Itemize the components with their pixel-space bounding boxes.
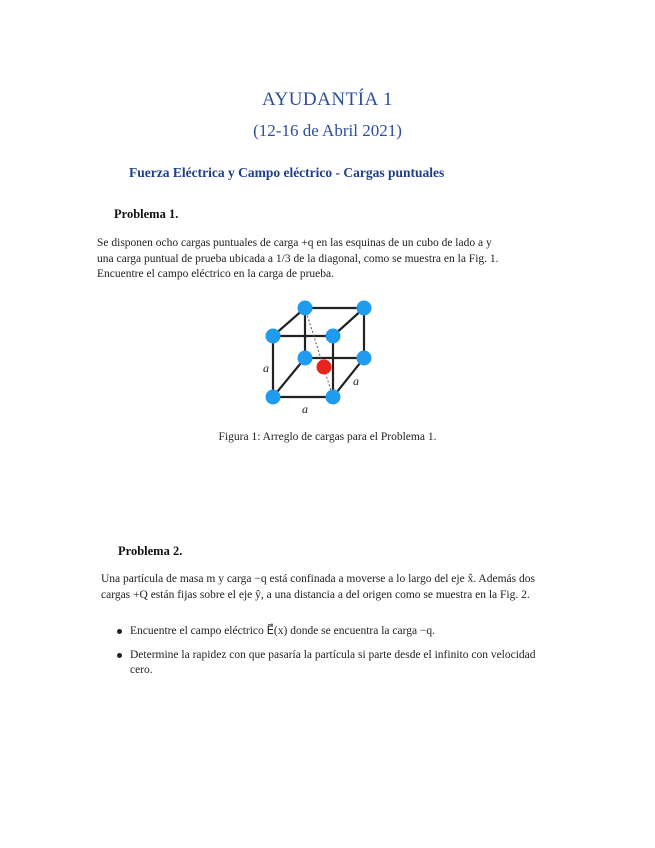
- corner-charge: [326, 390, 341, 405]
- problem-1-heading: Problema 1.: [114, 207, 179, 221]
- figure-1-caption: Figura 1: Arreglo de cargas para el Problema 1.: [218, 431, 437, 443]
- corner-charge: [266, 329, 281, 344]
- bullet-icon: [117, 653, 122, 658]
- corner-charge: [298, 301, 313, 316]
- page-title: AYUDANTÍA 1: [262, 89, 393, 110]
- section-title: Fuerza Eléctrica y Campo eléctrico - Cargas puntuales: [129, 165, 445, 180]
- bullet-text: Determine la rapidez con que pasaría la partícula si parte desde el infinito con velocidad cero.: [130, 649, 536, 676]
- side-label-left: a: [263, 361, 269, 375]
- problem-1-line: una carga puntual de prueba ubicada a 1/3 de la diagonal, como se muestra en la Fig. 1.: [97, 252, 499, 265]
- bullet-icon: [117, 629, 122, 634]
- problem-2-heading: Problema 2.: [118, 544, 183, 558]
- cube-figure: [250, 296, 390, 421]
- bullet-text: Encuentre el campo eléctrico E⃗(x) donde se encuentra la carga −q.: [130, 625, 436, 637]
- corner-charge: [266, 390, 281, 405]
- problem-1-text: [97, 236, 557, 283]
- problem-1-line: Encuentre el campo eléctrico en la carga de prueba.: [97, 268, 335, 280]
- corner-charge: [357, 351, 372, 366]
- problem-2-text: [101, 572, 561, 603]
- cube-edge: [273, 358, 305, 397]
- problem-2-bullets: [117, 624, 557, 687]
- corner-charge: [298, 351, 313, 366]
- side-label-right: a: [353, 374, 359, 388]
- page-subtitle: (12-16 de Abril 2021): [253, 121, 402, 140]
- problem-2-line: cargas +Q están fijas sobre el eje ŷ, a una distancia a del origen como se muestra en la Fig. 2.: [101, 588, 530, 601]
- side-label-bottom: a: [302, 402, 308, 416]
- corner-charge: [357, 301, 372, 316]
- corner-charge: [326, 329, 341, 344]
- list-item: [117, 648, 557, 678]
- problem-1-line: Se disponen ocho cargas puntuales de carga +q en las esquinas de un cubo de lado a y: [97, 237, 492, 249]
- test-charge: [317, 360, 332, 375]
- problem-2-line: Una partícula de masa m y carga −q está confinada a moverse a lo largo del eje x̂. Además dos: [101, 573, 535, 585]
- list-item: [117, 624, 557, 639]
